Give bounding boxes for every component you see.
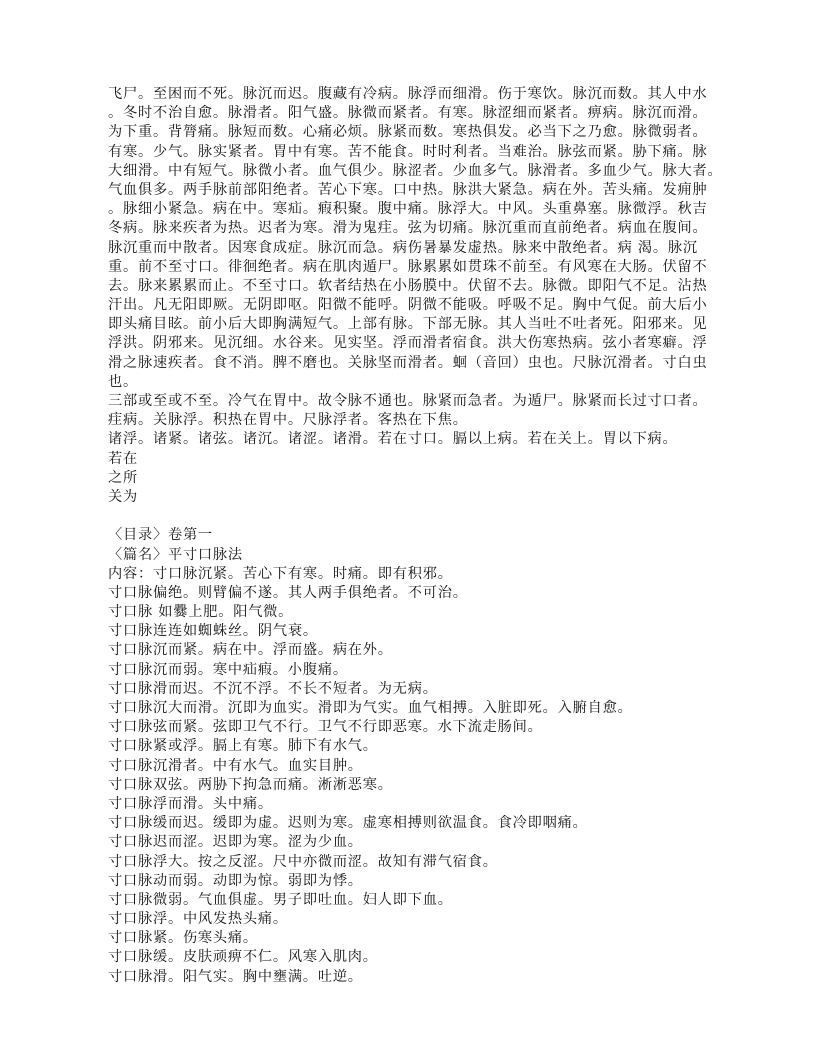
continued-paragraph: [108, 85, 723, 392]
text-line: 气血俱多。两手脉前部阳绝者。苦心下寒。口中热。脉洪大紧急。病在外。苦头痛。发痈肿: [108, 181, 708, 198]
content-line: 寸口脉迟而涩。迟即为寒。涩为少血。: [108, 834, 363, 851]
text-line: 浮洪。阴邪来。见沉细。水谷来。见实坚。浮而滑者宿食。洪大伤寒热病。弦小者寒癖。浮: [108, 335, 708, 352]
content-line: 寸口脉浮而滑。头中痛。: [108, 795, 273, 812]
text-line: 汗出。凡无阳即厥。无阴即呕。阳微不能呼。阴微不能吸。呼吸不足。胸中气促。前大后小: [108, 297, 708, 314]
content-line: 寸口脉沉而弱。寒中疝瘕。小腹痛。: [108, 661, 348, 678]
fragment-line: 若在: [108, 450, 138, 467]
text-line: 三部或至或不至。冷气在胃中。故令脉不通也。脉紧而急者。为遁尸。脉紧而长过寸口者。: [108, 393, 708, 409]
paragraph-2: [108, 392, 712, 430]
content-line: 寸口脉 如爨上肥。阳气微。: [108, 604, 294, 621]
fragment-line: 之所: [108, 469, 138, 486]
content-line: 寸口脉弦而紧。弦即卫气不行。卫气不行即恶寒。水下流走肠间。: [108, 719, 543, 736]
text-line: 即头痛目眩。前小后大即胸满短气。上部有脉。下部无脉。其人当吐不吐者死。阳邪来。见: [108, 316, 708, 333]
content-line: 寸口脉沉大而滑。沉即为血实。滑即为气实。血气相搏。入脏即死。入腑自愈。: [108, 700, 633, 716]
text-line: 疰病。关脉浮。积热在胃中。尺脉浮者。客热在下焦。: [108, 412, 468, 429]
content-section: [108, 565, 712, 987]
text-line: 脉沉重而中散者。因寒食成症。脉沉而急。病伤暑暴发虚热。脉来中散绝者。病 渴。脉沉: [108, 239, 698, 256]
content-line: 寸口脉浮大。按之反涩。尺中亦微而涩。故知有滞气宿食。: [108, 853, 498, 870]
text-line: 也。: [108, 373, 138, 390]
text-line: 有寒。少气。脉实紧者。胃中有寒。苦不能食。时时利者。当难治。脉弦而紧。胁下痛。脉: [108, 143, 708, 160]
content-line: 寸口脉沉滑者。中有水气。血实目肿。: [108, 757, 363, 774]
content-line: 寸口脉双弦。两胁下拘急而痛。淅淅恶寒。: [108, 776, 393, 793]
content-line: 寸口脉微弱。气血俱虚。男子即吐血。妇人即下血。: [108, 891, 453, 908]
text-line: 大细滑。中有短气。脉微小者。血气俱少。脉涩者。少血多气。脉滑者。多血少气。脉大者。: [108, 162, 723, 179]
text-line: 滑之脉速疾者。食不消。脾不磨也。关脉坚而滑者。蛔（音回）虫也。尺脉沉滑者。寸白虫: [108, 354, 708, 371]
content-line: 寸口脉紧或浮。膈上有寒。肺下有水气。: [108, 738, 378, 755]
content-line: 寸口脉沉而紧。病在中。浮而盛。病在外。: [108, 642, 393, 659]
paragraph-3: [108, 430, 712, 449]
chapter-heading: 〈篇名〉平寸口脉法: [108, 546, 243, 563]
text-line: 诸浮。诸紧。诸弦。诸沉。诸涩。诸滑。若在寸口。膈以上病。若在关上。胃以下病。: [108, 431, 678, 448]
content-line: 内容：寸口脉沉紧。苦心下有寒。时痛。即有积邪。: [108, 565, 453, 582]
content-line: 寸口脉动而弱。动即为惊。弱即为悸。: [108, 872, 363, 889]
blank-line: [108, 507, 712, 526]
content-line: 寸口脉滑。阳气实。胸中壅满。吐逆。: [108, 968, 363, 985]
text-line: 重。前不至寸口。徘徊绝者。病在肌肉遁尸。脉累累如贯珠不前至。有风寒在大肠。伏留不: [108, 258, 708, 275]
content-line: 寸口脉连连如蜘蛛丝。阴气衰。: [108, 623, 318, 640]
catalog-heading: 〈目录〉卷第一: [108, 527, 213, 544]
content-line: 寸口脉紧。伤寒头痛。: [108, 930, 258, 947]
content-line: 寸口脉滑而迟。不沉不浮。不长不短者。为无病。: [108, 680, 438, 697]
text-line: 冬病。脉来疾者为热。迟者为寒。滑为鬼疰。弦为切痛。脉沉重而直前绝者。病血在腹间。: [108, 220, 708, 237]
content-line: 寸口脉偏绝。则臂偏不遂。其人两手俱绝者。不可治。: [108, 584, 468, 601]
text-line: 飞尸。至困而不死。脉沉而迟。腹藏有冷病。脉浮而细滑。伤于寒饮。脉沉而数。其人中水: [108, 86, 708, 102]
text-line: 。冬时不治自愈。脉滑者。阳气盛。脉微而紧者。有寒。脉涩细而紧者。痹病。脉沉而滑。: [108, 105, 708, 122]
content-line: 寸口脉缓。皮肤顽痹不仁。风寒入肌肉。: [108, 949, 378, 966]
text-line: 。脉细小紧急。病在中。寒疝。瘕积聚。腹中痛。脉浮大。中风。头重鼻塞。脉微浮。秋吉: [108, 201, 708, 218]
document-page: [108, 85, 723, 987]
content-line: 寸口脉缓而迟。缓即为虚。迟则为寒。虚寒相搏则欲温食。食冷即咽痛。: [108, 815, 588, 832]
fragments: [108, 450, 712, 508]
text-line: 去。脉来累累而止。不至寸口。软者结热在小肠膜中。伏留不去。脉微。即阳气不足。沾热: [108, 277, 708, 294]
text-line: 为下重。背膂痛。脉短而数。心痛必烦。脉紧而数。寒热俱发。必当下之乃愈。脉微弱者。: [108, 124, 708, 141]
fragment-line: 关为: [108, 488, 138, 505]
content-line: 寸口脉浮。中风发热头痛。: [108, 911, 288, 928]
